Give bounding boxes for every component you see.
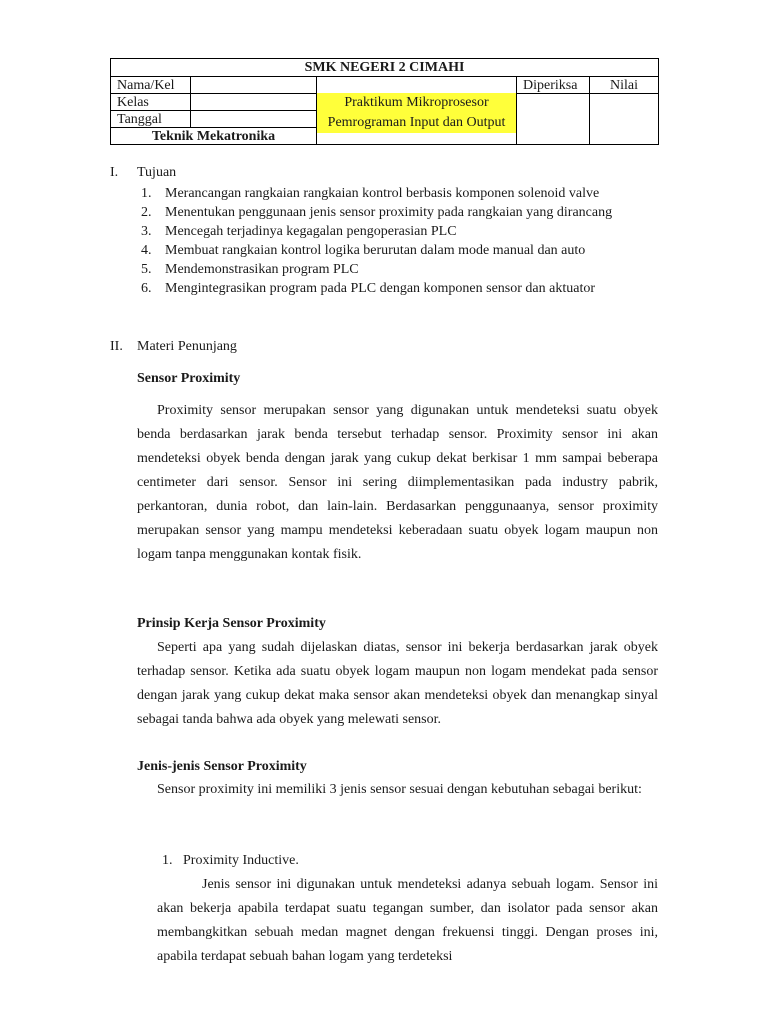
section1-title: Tujuan: [137, 165, 177, 180]
sub-item-title: Proximity Inductive.: [183, 853, 299, 868]
list-item: 1. Merancangan rangkaian rangkaian kontrol berbasis komponen solenoid valve: [141, 186, 600, 201]
paragraph-prinsip-kerja: Seperti apa yang sudah dijelaskan diatas, sensor ini bekerja berdasarkan jarak obyek terhadap sensor. Ketika ada suatu obyek logam maupun non logam mendekat pada sensor dengan jarak yang cukup dekat maka sensor akan mendeteksi obyek dan menangkap sinyal sebagai tanda bahwa ada obyek yang melewati sensor.: [137, 640, 658, 727]
list-item: 3. Mencegah terjadinya kegagalan pengoperasian PLC: [141, 224, 457, 239]
list-item: 4. Membuat rangkaian kontrol logika berurutan dalam mode manual dan auto: [141, 243, 586, 258]
list-item: 6. Mengintegrasikan program pada PLC dengan komponen sensor dan aktuator: [141, 281, 596, 296]
section2-number: II.: [110, 339, 123, 354]
section1-number: I.: [110, 165, 119, 180]
sub-item-inductive: [162, 853, 299, 869]
label-kelas: Kelas: [111, 94, 191, 111]
field-kelas: [191, 94, 317, 111]
label-tanggal: Tanggal: [111, 111, 191, 128]
heading-jenis-sensor: Jenis-jenis Sensor Proximity: [137, 759, 307, 774]
sub-item-number: 1.: [162, 853, 173, 868]
field-diperiksa: [517, 94, 590, 145]
practicum-title: Praktikum Mikroprosesor Pemrograman Input dan Output: [317, 93, 516, 133]
label-diperiksa: Diperiksa: [517, 77, 590, 94]
paragraph-jenis-sensor: Sensor proximity ini memiliki 3 jenis sensor sesuai dengan kebutuhan sebagai berikut:: [157, 782, 642, 797]
list-item: 2. Menentukan penggunaan jenis sensor proximity pada rangkaian yang dirancang: [141, 205, 613, 220]
field-tanggal: [191, 111, 317, 128]
practicum-title-cell: [317, 77, 517, 145]
goals-list: [137, 184, 658, 298]
heading-sensor-proximity: Sensor Proximity: [137, 371, 241, 386]
school-name: SMK NEGERI 2 CIMAHI: [111, 59, 659, 77]
list-item: 5. Mendemonstrasikan program PLC: [141, 262, 359, 277]
paragraph-sensor-proximity: Proximity sensor merupakan sensor yang digunakan untuk mendeteksi suatu obyek benda berdasarkan jarak benda tersebut terhadap sensor. Proximity sensor ini akan mendeteksi obyek benda dengan jarak yang cukup dekat berkisar 1 mm sampai beberapa centimeter dari sensor. Sensor ini sering diimplementasikan pada industry pabrik, perkantoran, dunia robot, dan lain-lain. Berdasarkan penggunaanya, sensor proximity merupakan sensor yang mampu mendeteksi keberadaan suatu obyek logam maupun non logam tanpa menggunakan kontak fisik.: [137, 403, 658, 562]
header-table: [110, 58, 659, 145]
field-nama: [191, 77, 317, 94]
field-nilai: [590, 94, 659, 145]
label-nilai: Nilai: [590, 77, 659, 94]
heading-prinsip-kerja: Prinsip Kerja Sensor Proximity: [137, 616, 326, 631]
paragraph-inductive: Jenis sensor ini digunakan untuk mendeteksi adanya sebuah logam. Sensor ini akan bekerja apabila terdapat suatu tegangan sumber, dan isolator pada sensor akan membangkitkan sebuah medan magnet dengan frekuensi tinggi. Dengan proses ini, apabila terdapat sebuah bahan logam yang terdeteksi: [157, 877, 658, 964]
label-nama: Nama/Kel: [111, 77, 191, 94]
section2-title: Materi Penunjang: [137, 339, 237, 354]
department-name: Teknik Mekatronika: [111, 128, 317, 145]
